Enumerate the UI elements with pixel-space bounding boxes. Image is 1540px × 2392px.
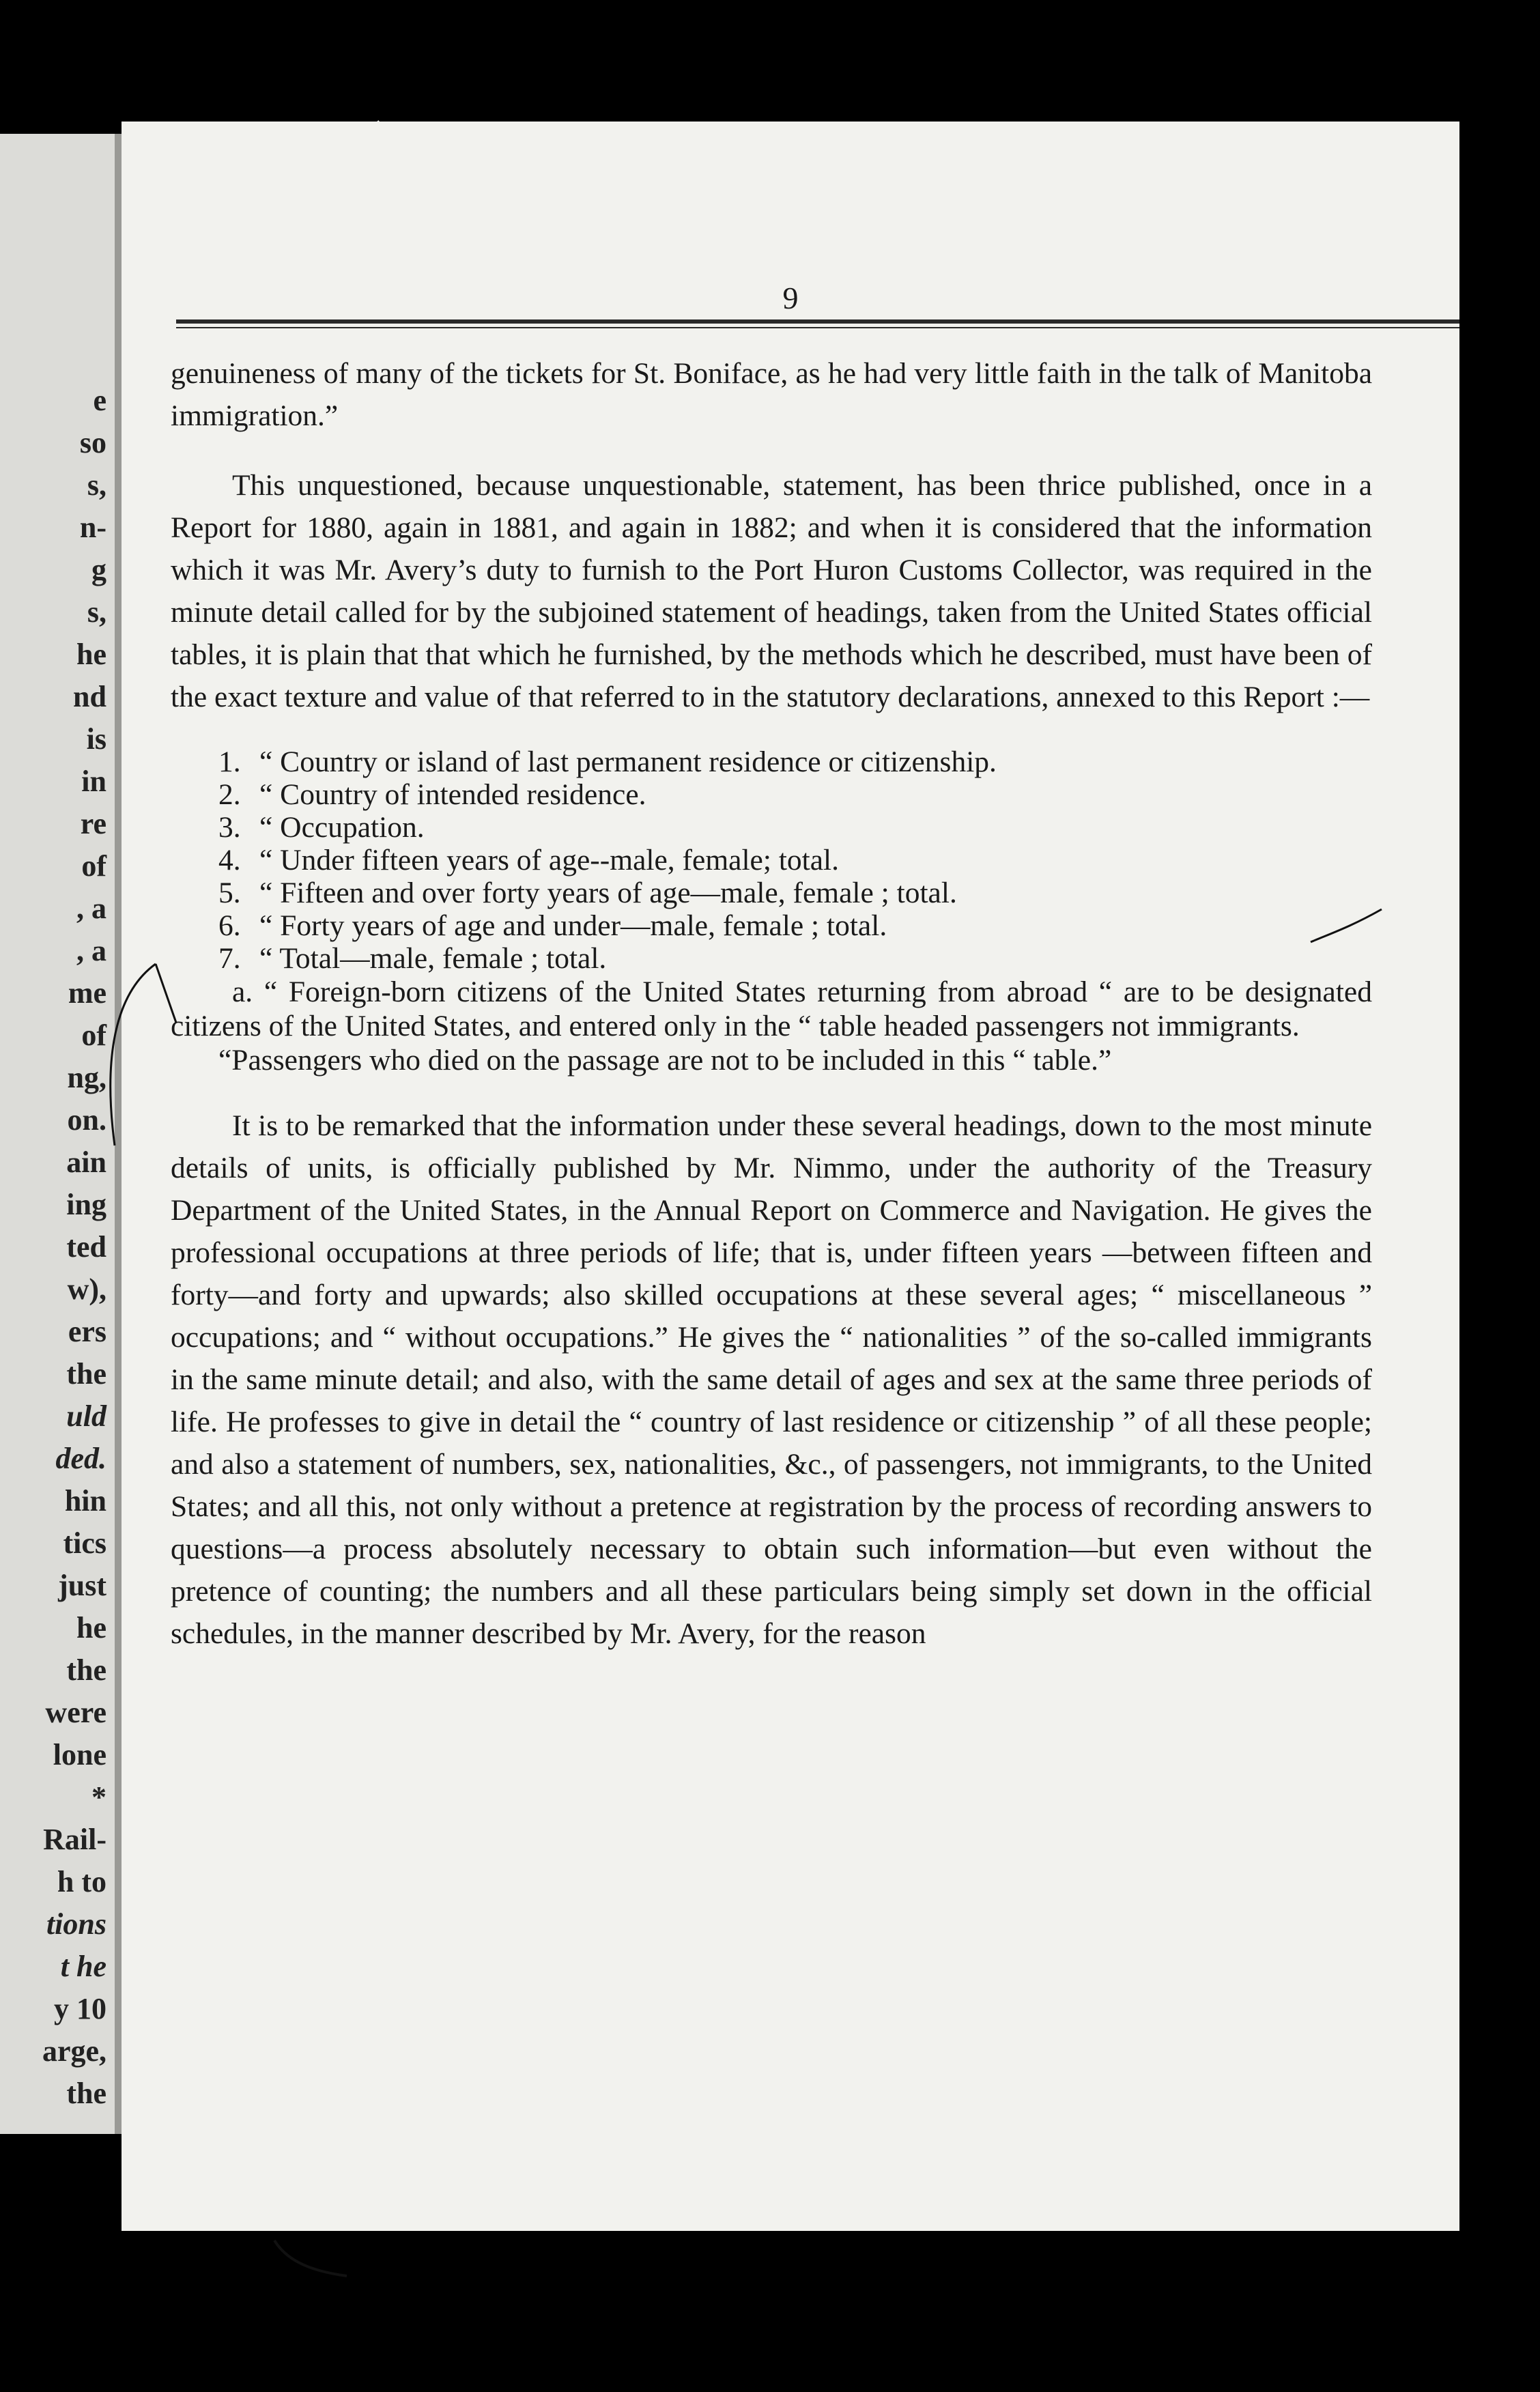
facing-page-fragment: of [81,1019,106,1052]
list-item [218,778,1372,811]
list-item-number: 6. [218,909,241,942]
list-item [218,745,1372,778]
facing-page-fragment: is [86,722,106,756]
margin-bracket-mark [74,961,183,1152]
facing-page-fragment: h to [57,1865,106,1898]
header-rule [176,319,1459,328]
facing-page-fragment: s, [87,468,106,502]
facing-page-fragment: uld [66,1399,106,1433]
facing-page-fragment: me [68,976,106,1010]
facing-page-fragment: of [81,849,106,883]
facing-page-fragment: the [66,2077,106,2110]
margin-pen-mark [1309,907,1384,948]
facing-page-fragment: s, [87,595,106,629]
facing-page-fragment: t he [60,1950,106,1983]
list-item-text: “ Total—male, female ; total. [259,942,607,975]
facing-page-fragment: ded. [55,1442,106,1475]
paragraph-continuation: genuineness of many of the tickets for St. Boniface, as he had very little faith in the talk of Manitoba immigration.” [171,357,1372,432]
paragraph-statement: This unquestioned, because unquestionable, statement, has been thrice published, once in a Report for 1880, again in 1881, and again in 1882; and when it is considered that the information which it was Mr. Avery’s duty to furnish to the Port Huron Customs Collector, was required in the minute detail called for by the subjoined statement of headings, taken from the United States official tables, it is plain that that which he furnished, by the methods which he described, must have been of the exact texture and value of that referred to in the statutory declarations, annexed to this Report :— [171,469,1372,713]
facing-page-fragment: the [66,1653,106,1687]
facing-page-fragment: ers [68,1315,106,1348]
list-item-text: “ Forty years of age and under—male, female ; total. [259,909,887,942]
facing-page-fragment: just [58,1569,106,1602]
facing-page-fragment: lone [53,1738,106,1771]
facing-page-fragment: tics [63,1526,106,1560]
facing-page-fragment: he [76,638,106,671]
list-item [218,844,1372,877]
list-item-text: “ Occupation. [259,811,425,844]
facing-page-fragment: w), [67,1272,106,1306]
list-item-number: 2. [218,778,241,811]
paragraph-remark: It is to be remarked that the information under these several headings, down to the most minute details of units, is officially published by Mr. Nimmo, under the authority of the Treasury Department of the United States, in the Annual Report on Commerce and Navigation. He gives the professional occupations at three periods of life; that is, under fifteen years —between fifteen and forty—and forty and upwards; also skilled occupations at these several ages; “ miscellaneous ” occupations; and “ without occupations.” He gives the “ nationalities ” of the so-called immigrants in the same minute detail; and also, with the same detail of ages and sex at the same three periods of life. He professes to give in detail the “ country of last residence or citizenship ” of all these people; and also a statement of numbers, sex, nationalities, &c., of passengers, not immigrants, to the United States; and all this, not only without a pretence at registration by the process of recording answers to questions—a process absolutely necessary to obtain such information—but even without the pretence of counting; the numbers and all these particulars being simply set down in the official schedules, in the manner described by Mr. Avery, for the reason [171,1109,1372,1650]
page-number: 9 [782,281,799,315]
page-body [171,352,1372,1655]
list-item [218,909,1372,942]
list-item-number: 3. [218,811,241,844]
facing-page-fragment: he [76,1611,106,1644]
list-item-number: 1. [218,745,241,778]
facing-page-fragment: the [66,1357,106,1391]
facing-page-fragment: arge, [42,2034,106,2068]
list-item-text: “ Under fifteen years of age--male, female; total. [259,844,840,877]
facing-page-fragment: so [79,426,106,459]
headings-list [218,745,1372,975]
list-item-text: “ Country or island of last permanent residence or citizenship. [259,745,997,778]
list-item-text: “ Country of intended residence. [259,778,646,811]
note-b: “Passengers who died on the passage are not to be included in this “ table.” [218,1044,1112,1077]
facing-page-fragment: nd [73,680,106,713]
quoted-notes [171,975,1372,1077]
facing-page-fragment: tions [46,1907,106,1941]
facing-page-fragment: , a [76,934,106,967]
list-item-number: 7. [218,942,241,975]
document-page [122,122,1459,2231]
bottom-pen-mark [272,2238,354,2279]
list-item [218,942,1372,975]
facing-page-fragment: ain [66,1145,106,1179]
facing-page-fragment: * [91,1780,106,1814]
facing-page-text-fragments [4,380,106,2115]
list-item [218,811,1372,844]
facing-page-fragment: ing [66,1188,106,1221]
facing-page-fragment: n- [79,511,106,544]
facing-page-fragment: e [93,384,106,417]
facing-page-fragment: were [45,1696,106,1729]
facing-page-fragment: ted [66,1230,106,1264]
facing-page-fragment: g [91,553,106,586]
facing-page-fragment: re [80,807,106,840]
note-a: a. “ Foreign-born citizens of the United States returning from abroad “ are to be designated citizens of the United States, and entered only in the “ table headed passengers not immigrants. [171,976,1372,1042]
facing-page-fragment: on. [67,1103,106,1137]
list-item-number: 4. [218,844,241,877]
facing-page-fragment: ng, [67,1061,106,1094]
facing-page-fragment: hin [64,1484,106,1518]
facing-page-fragment: , a [76,892,106,925]
facing-page-fragment: Rail- [43,1823,106,1856]
facing-page-fragment: in [81,765,106,798]
list-item [218,877,1372,909]
list-item-text: “ Fifteen and over forty years of age—male, female ; total. [259,877,957,909]
list-item-number: 5. [218,877,241,909]
facing-page-fragment: y 10 [54,1992,106,2025]
